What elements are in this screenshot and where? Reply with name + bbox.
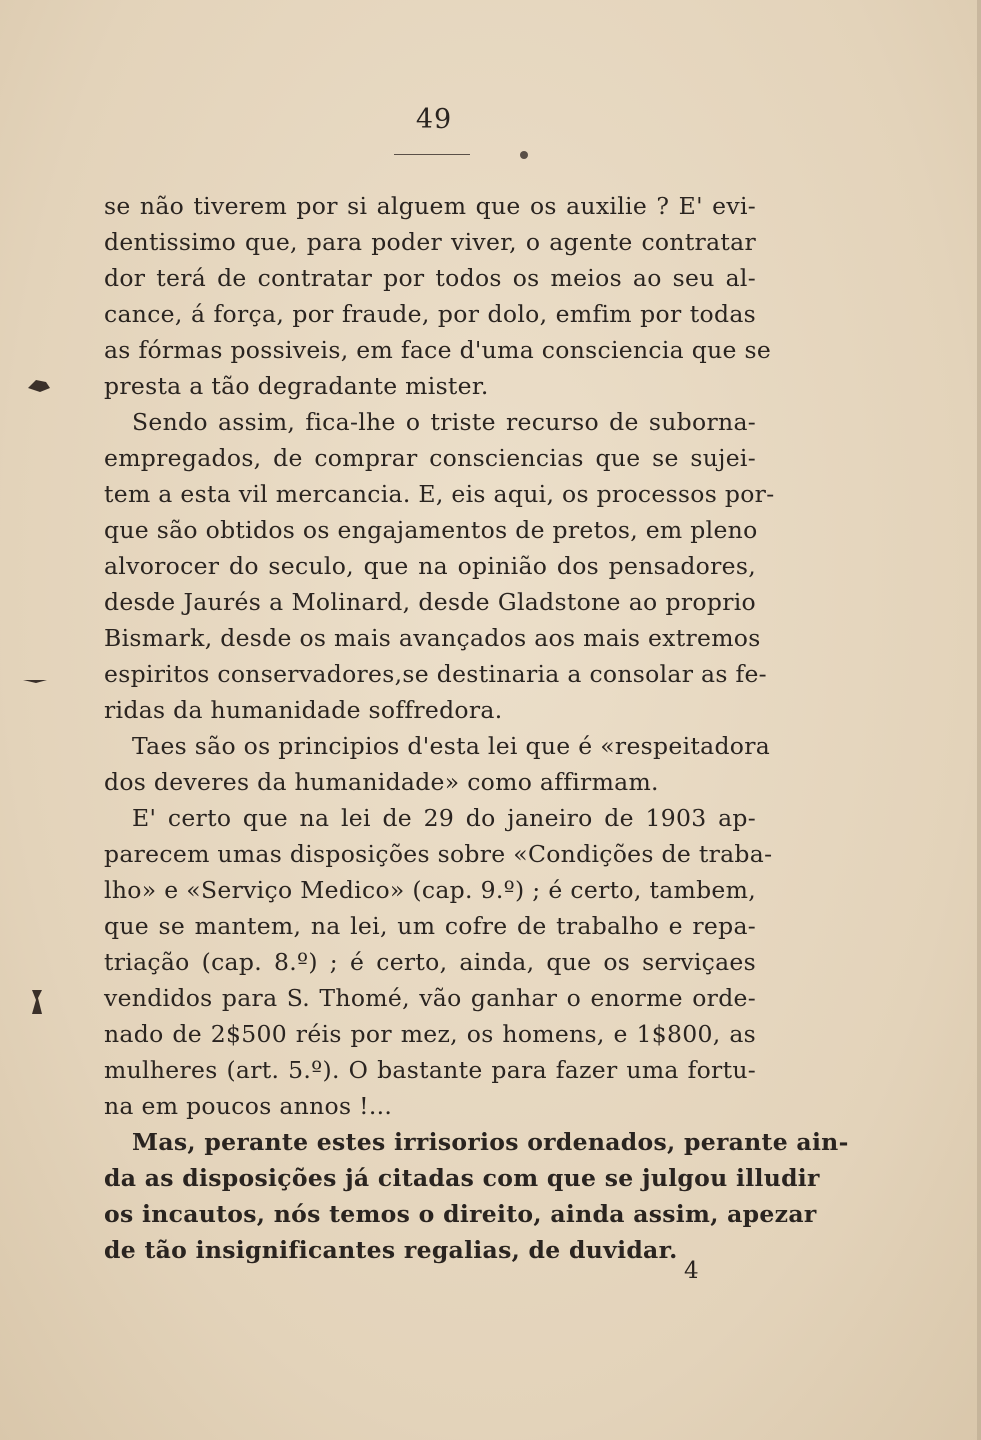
- text-line: presta a tão degradante mister.: [104, 372, 489, 400]
- text-line: vendidos para S. Thomé, vão ganhar o enorme orde-: [104, 984, 756, 1012]
- page-edge: [977, 0, 981, 1440]
- header-dot: [520, 151, 528, 159]
- text-line: que são obtidos os engajamentos de pretos, em pleno: [104, 516, 758, 544]
- signature-mark: 4: [684, 1258, 699, 1284]
- text-line: da as disposições já citadas com que se julgou illudir: [104, 1164, 820, 1192]
- text-line: dos deveres da humanidade» como affirmam.: [104, 768, 659, 796]
- text-line: triação (cap. 8.º) ; é certo, ainda, que os serviçaes: [104, 948, 756, 976]
- text-line: Sendo assim, fica-lhe o triste recurso de suborna-: [132, 408, 756, 436]
- text-line: ridas da humanidade soffredora.: [104, 696, 503, 724]
- text-line: dentissimo que, para poder viver, o agente contratar: [104, 228, 756, 256]
- text-line: lho» e «Serviço Medico» (cap. 9.º) ; é certo, tambem,: [104, 876, 756, 904]
- binding-hole-mark: [22, 666, 48, 694]
- text-line: Mas, perante estes irrisorios ordenados, perante ain-: [132, 1128, 849, 1156]
- paragraph: [104, 188, 772, 404]
- header-rule: [394, 154, 470, 155]
- text-line: empregados, de comprar consciencias que se sujei-: [104, 444, 756, 472]
- paragraph: [104, 1124, 849, 1268]
- text-line: Taes são os principios d'esta lei que é «respeitadora: [132, 732, 771, 760]
- text-line: nado de 2$500 réis por mez, os homens, e 1$800, as: [104, 1020, 756, 1048]
- text-line: mulheres (art. 5.º). O bastante para fazer uma fortu-: [104, 1056, 756, 1084]
- text-line: cance, á força, por fraude, por dolo, emfim por todas: [104, 300, 756, 328]
- text-line: tem a esta vil mercancia. E, eis aqui, os processos por-: [104, 480, 775, 508]
- paragraph: [104, 404, 775, 728]
- text-line: que se mantem, na lei, um cofre de trabalho e repa-: [104, 912, 756, 940]
- binding-hole-mark: [26, 372, 52, 400]
- text-line: se não tiverem por si alguem que os auxilie ? E' evi-: [104, 192, 756, 220]
- text-line: Bismark, desde os mais avançados aos mais extremos: [104, 624, 761, 652]
- body-text: [104, 188, 849, 1268]
- text-line: espiritos conservadores,se destinaria a consolar as fe-: [104, 660, 767, 688]
- text-line: na em poucos annos !...: [104, 1092, 393, 1120]
- paragraph: [104, 728, 771, 800]
- text-line: de tão insignificantes regalias, de duvidar.: [104, 1236, 678, 1264]
- text-line: desde Jaurés a Molinard, desde Gladstone ao proprio: [104, 588, 756, 616]
- text-line: E' certo que na lei de 29 do janeiro de 1903 ap-: [132, 804, 756, 832]
- text-line: parecem umas disposições sobre «Condições de traba-: [104, 840, 773, 868]
- text-line: os incautos, nós temos o direito, ainda assim, apezar: [104, 1200, 817, 1228]
- paragraph: [104, 800, 773, 1124]
- text-line: as fórmas possiveis, em face d'uma consciencia que se: [104, 336, 772, 364]
- binding-hole-mark: [24, 988, 50, 1016]
- page-number: 49: [415, 104, 453, 135]
- text-line: alvorocer do seculo, que na opinião dos pensadores,: [104, 552, 756, 580]
- text-line: dor terá de contratar por todos os meios ao seu al-: [104, 264, 756, 292]
